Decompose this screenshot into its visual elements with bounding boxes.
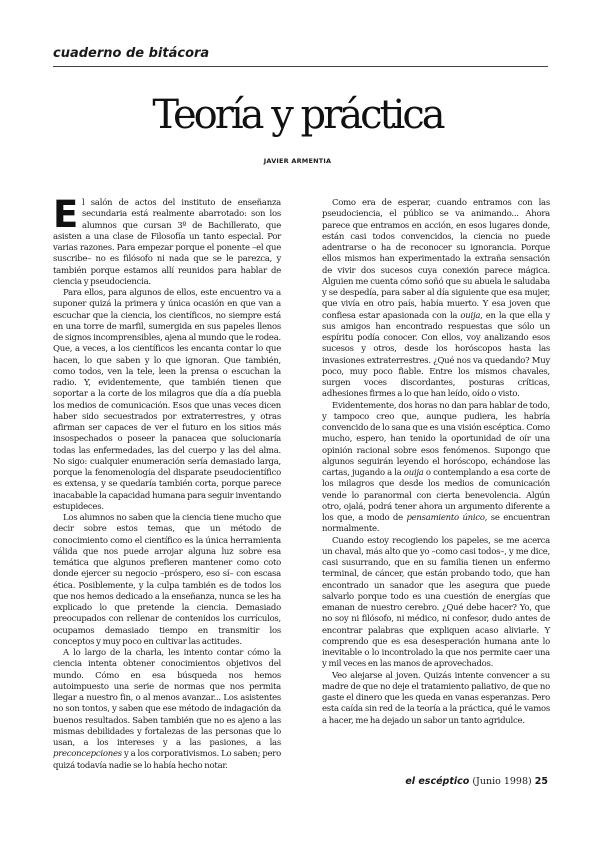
paragraph-text: , en la que ella y sus amigos han encontrado respuestas que sólo un espíritu podía conocer. Con ellos, voy analizando esos sucesos y otros, desde los horóscopos hasta las invasiones extraterrestres. ¿Qué nos va quedando? Muy poco, muy poco fiable. Entre los mismos chavales, surgen voces discordantes, posturas críticas, adhesiones firmes a lo que han leído, oído o visto. <box>322 310 550 400</box>
author-byline: JAVIER ARMENTIA <box>263 157 332 165</box>
paragraph <box>53 193 281 288</box>
paragraph-text: o contemplando a esa corte de los milagros que desde los medios de comunicación vende lo paranormal con cierta benevolencia. Algún otro, ojalá, podrá tener ahora un argumento diferente a los que, a modo de <box>322 468 550 523</box>
page-number: 25 <box>534 776 548 787</box>
paragraph-text: l salón de actos del instituto de enseñanza secundaria está realmente abarrotado: son los alumnos que cursan 3º de Bachillerato, que asisten a una clase de Filosofía un tanto especial. Por varias razones. Para empezar porque el ponente –el que suscribe– no es filósofo ni nada que se le parezca, y también porque estamos allí reunidos para hablar de ciencia y pseudociencia. <box>53 198 281 287</box>
section-heading: cuaderno de bitácora <box>53 46 210 61</box>
paragraph-text: A lo largo de la charla, les intento contar cómo la ciencia intenta obtener conocimientos objetivos del mundo. Cómo en esa búsqueda nos hemos autoimpuesto una serie de normas que nos permita llegar a nuestro fin, o al menos avanzar... Los asistentes no son tontos, y saben que ese método de indagación da buenos resultados. Saben también que no es ajeno a las mismas debilidades y fortalezas de las personas que lo usan, a los intereses y a las pasiones, a las <box>53 648 281 748</box>
paragraph: Para ellos, para algunos de ellos, este encuentro va a suponer quizá la primera y única ocasión en que van a escuchar que la ciencia, los científicos, no siempre está en una torre de marfil, sumergida en sus papeles llenos de signos incomprensibles, ajena al mundo que le rodea. Que, a veces, a los científicos les encanta contar lo que hacen, lo que saben y lo que ignoran. Que también, como todos, ven la tele, leen la prensa o escuchan la radio. Y, evidentemente, que también tienen que soportar a la corte de los milagros que día a día puebla los medios de comunicación. Esos que unas veces dicen haber sido secuestrados por extraterrestres, y otras afirman ser capaces de ver el futuro en los sitios más insospechados o poseer la panacea que solucionaría todas las enfermedades, las del cuerpo y las del alma. No sigo: cualquier enumeración sería demasiado larga, porque la fenomenología del disparate pseudocientífico es extensa, y se quedaría también corta, porque parece inacabable la capacidad humana para seguir inventando estupideces. <box>53 288 281 512</box>
paragraph-text: Como era de esperar, cuando entramos con las pseudociencia, el público se va animando... Ahora parece que entramos en acción, en esos lugares donde, están casi todos convencidos, la ciencia no puede adentrarse o ha de reconocer su ignorancia. Porque ellos mismos han experimentado la extraña sensación de vivir dos sucesos cuya conexión parece mágica. Alguien me cuenta cómo soñó que su abuela le saludaba y se despedía, para saber al día siguiente que esa mujer, que vivía en otro país, había muerto. Y esa joven que confiesa estar apasionada con la <box>322 198 550 321</box>
emphasis: preconcepciones <box>53 749 122 760</box>
paragraph <box>322 198 550 401</box>
page-footer <box>405 776 548 787</box>
paragraph: Cuando estoy recogiendo los papeles, se me acerca un chaval, más alto que yo –como casi todos–, y me dice, casi susurrando, que en su familia tienen un enfermo terminal, de cáncer, que están probando todo, que han encontrado un sanador que les asegura que puede salvarlo porque todo es una cuestión de energías que emanan de nuestro cerebro. ¿Qué debe hacer? Yo, que no soy ni filósofo, ni médico, ni confesor, dudo antes de encontrar palabras que expliquen acaso aliviarle. Y comprendo que es esa desesperación humana ante lo inevitable o lo incontrolado la que nos permite caer una y mil veces en las manos de aprovechados. <box>322 535 550 670</box>
paragraph <box>322 401 550 536</box>
issue-date: (Junio 1998) <box>472 776 532 787</box>
emphasis: ouija <box>403 468 424 478</box>
article-title: Teoría y práctica <box>152 92 443 138</box>
left-column <box>53 193 281 771</box>
paragraph <box>53 648 281 772</box>
magazine-name: el escéptico <box>405 776 470 787</box>
paragraph-text: Evidentemente, dos horas no dan para hablar de todo, y tampoco creo que, aunque pudiera, les habría convencido de lo sana que es una visión escéptica. Como mucho, espero, han tenido la oportunidad de oír una opinión racional sobre esos fenómenos. Supongo que algunos seguirán leyendo el horóscopo, echándose las cartas, jugando a la <box>322 400 550 478</box>
paragraph: Veo alejarse al joven. Quizás intente convencer a su madre de que no deje el tratamiento paliativo, de que no gaste el dinero que les queda en vanas esperanzas. Pero esta caída sin red de la teoría a la práctica, qué le vamos a hacer, me ha dejado un sabor un tanto agridulce. <box>322 670 550 726</box>
emphasis: ouija <box>460 310 481 321</box>
paragraph-text: , se encuentran normalmente. <box>322 513 550 535</box>
header-rule <box>53 66 548 67</box>
paragraph-text: y a los corporativismos. Lo saben; pero quizá todavía nadie se lo había hecho notar. <box>53 749 281 771</box>
right-column <box>322 198 550 754</box>
emphasis: pensamiento único <box>406 513 485 523</box>
drop-cap: E <box>53 193 79 236</box>
paragraph: Los alumnos no saben que la ciencia tiene mucho que decir sobre estos temas, que un método de conocimiento como el científico es la única herramienta válida que nos puede arrojar alguna luz sobre esa temática que algunos prefieren mantener como coto donde ejercer su negocio –próspero, eso sí– con escasa ética. Posiblemente, y la culpa también es de todos los que nos hemos dedicado a la enseñanza, nunca se les ha explicado lo que pretende la ciencia. Demasiado preocupados con rellenar de contenidos los currículos, ocupamos demasiado tiempo en transmitir los conceptos y muy poco en cultivar las actitudes. <box>53 513 281 647</box>
